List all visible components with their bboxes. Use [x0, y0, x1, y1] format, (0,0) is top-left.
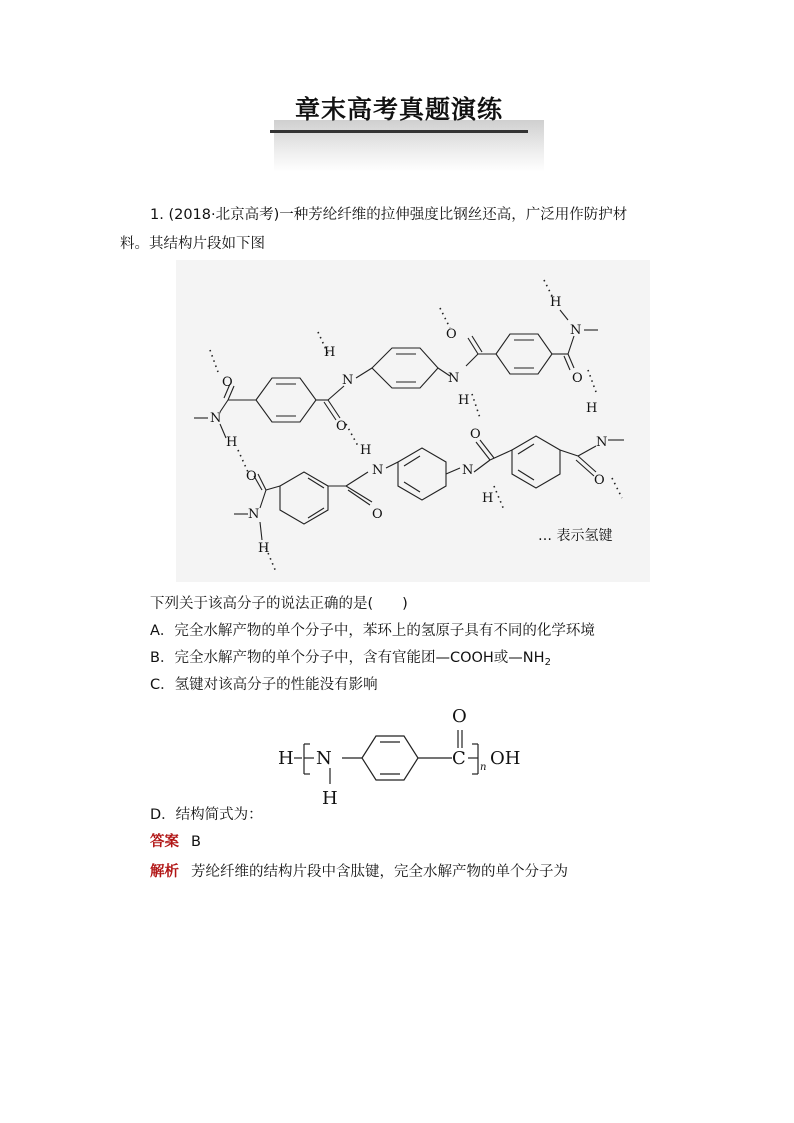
structural-formula — [276, 700, 536, 818]
question-stem-line2: 料。其结构片段如下图 — [120, 236, 265, 252]
atom-h-4: H — [550, 295, 562, 310]
question-number: 1. — [150, 207, 164, 223]
atom-o-7: O — [470, 427, 481, 442]
option-b-subscript: 2 — [544, 657, 551, 668]
explanation-label: 解析 — [150, 864, 179, 880]
option-d: D．结构简式为： — [150, 807, 263, 823]
atom-n-2: N — [342, 373, 354, 388]
answer-label: 答案 — [150, 834, 179, 850]
atom-h-6: H — [360, 443, 372, 458]
atom-o-1: O — [222, 375, 233, 390]
atom-n-3: N — [448, 371, 460, 386]
atom-h-1: H — [226, 435, 238, 450]
formula-subscript-n: n — [480, 762, 487, 773]
answer-value: B — [191, 834, 201, 850]
question-stem-line1: 一种芳纶纤维的拉伸强度比钢丝还高，广泛用作防护材 — [279, 207, 628, 223]
aramid-hydrogen-bond-diagram — [176, 260, 650, 582]
question-first-line — [150, 205, 627, 225]
hydrogen-bond-legend: … 表示氢键 — [538, 528, 613, 544]
option-b-text: B．完全水解产物的单个分子中，含有官能团—COOH或—NH — [150, 650, 545, 666]
atom-n-4: N — [570, 323, 582, 338]
formula-o: O — [452, 706, 467, 727]
question-source: (2018·北京高考) — [168, 207, 280, 223]
atom-n-5: N — [248, 507, 260, 522]
formula-left-h: H — [278, 748, 294, 769]
polyamide-formula-svg — [276, 700, 536, 818]
atom-o-3: O — [446, 327, 457, 342]
atom-h-3: H — [458, 393, 470, 408]
atom-labels — [210, 295, 607, 556]
aramid-structure-figure — [176, 260, 650, 582]
option-c: C．氢键对该高分子的性能没有影响 — [150, 677, 378, 693]
formula-c: C — [452, 748, 466, 769]
atom-o-8: O — [594, 473, 605, 488]
formula-oh: OH — [490, 748, 521, 769]
atom-h-2: H — [324, 345, 336, 360]
option-b — [150, 648, 551, 673]
atom-n-1: N — [210, 411, 222, 426]
atom-h-7: H — [482, 491, 494, 506]
explanation-text: 芳纶纤维的结构片段中含肽键，完全水解产物的单个分子为 — [191, 864, 568, 880]
page-title: 章末高考真题演练 — [294, 95, 503, 124]
chapter-title-block — [268, 92, 530, 152]
atom-o-2: O — [336, 419, 347, 434]
formula-n-h: H — [322, 788, 338, 809]
atom-h-5: H — [258, 541, 270, 556]
atom-n-7: N — [462, 463, 474, 478]
question-prompt: 下列关于该高分子的说法正确的是( ) — [150, 596, 408, 612]
formula-n: N — [316, 748, 332, 769]
atom-o-6: O — [372, 507, 383, 522]
atom-h-8: H — [586, 401, 598, 416]
atom-o-5: O — [246, 469, 257, 484]
atom-n-8: N — [596, 435, 608, 450]
option-a: A．完全水解产物的单个分子中，苯环上的氢原子具有不同的化学环境 — [150, 623, 595, 639]
title-underline — [270, 130, 528, 133]
explanation-line — [150, 862, 568, 882]
answer-line — [150, 832, 201, 852]
atom-o-4: O — [572, 371, 583, 386]
atom-n-6: N — [372, 463, 384, 478]
